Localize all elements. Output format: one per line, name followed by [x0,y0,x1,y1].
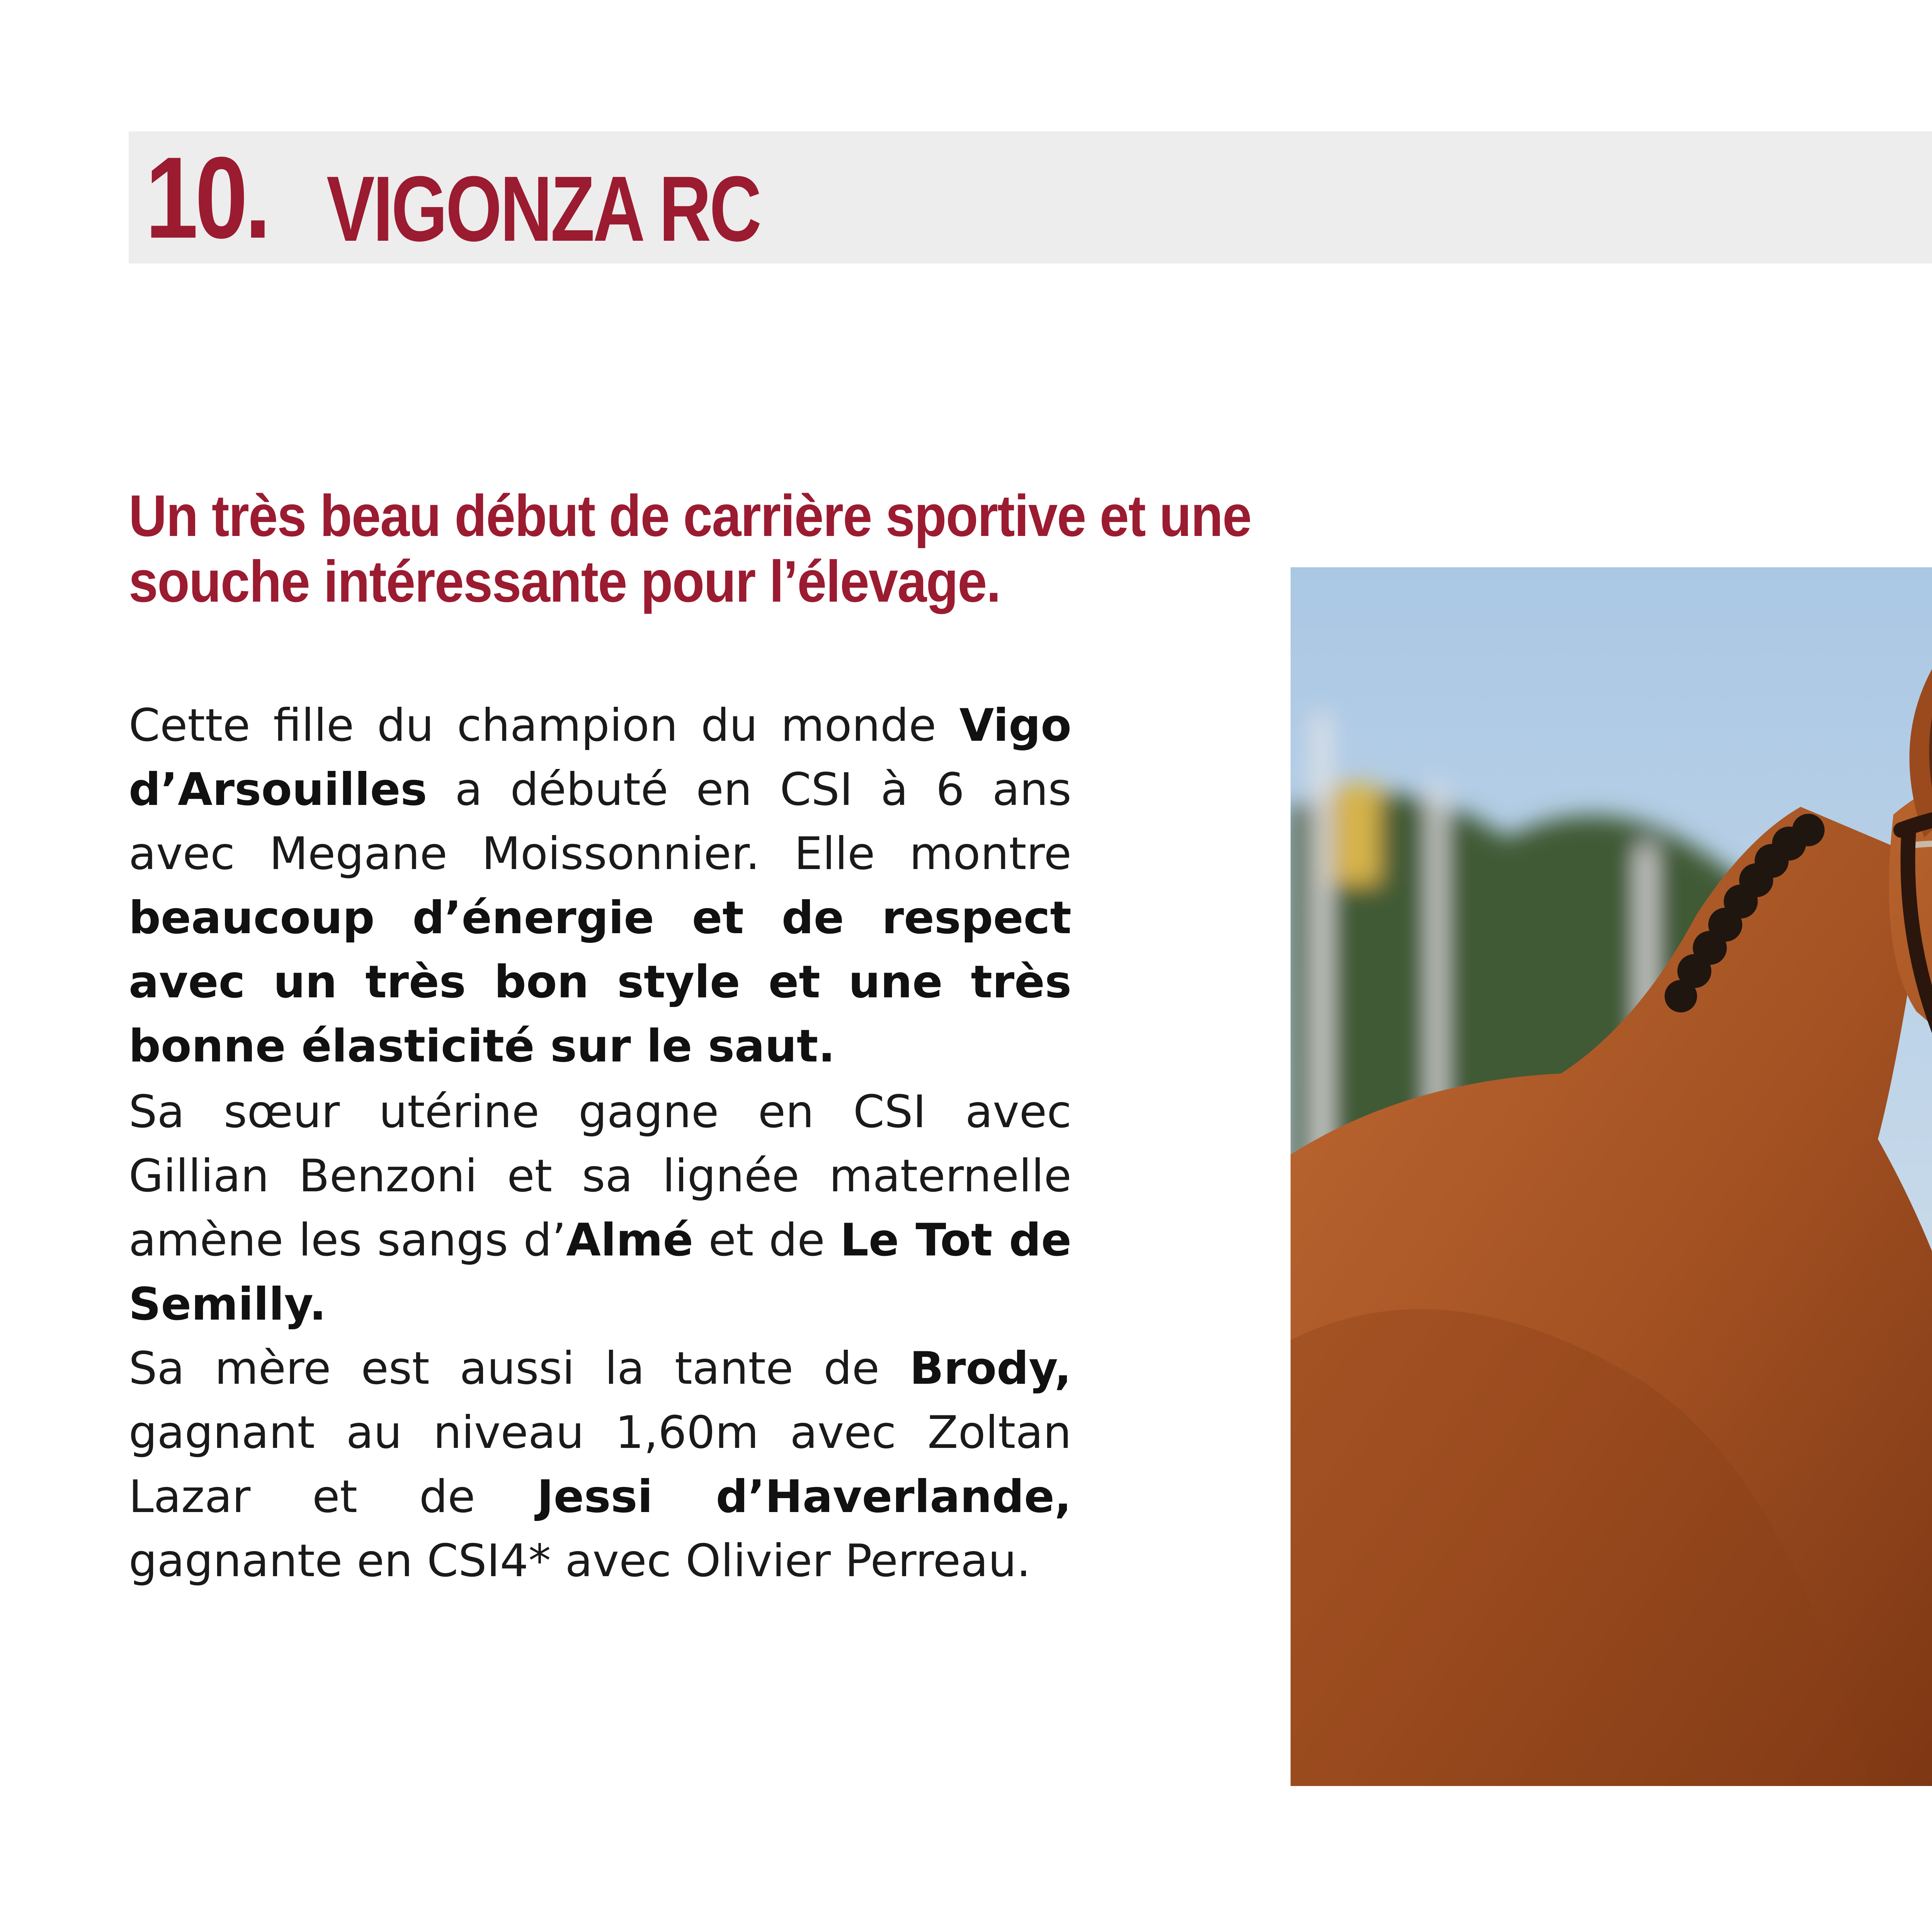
p2-text-3: Sa mère est aussi la tante de [129,1342,910,1395]
p2-text-2: et de [693,1214,840,1266]
p2-bold-le-tot: Le Tot de Semilly. [129,1214,1071,1330]
p2-bold-jessi: Jessi d’Haverlande, [537,1471,1071,1523]
p1-text-1: Cette fille du champion du monde [129,699,959,752]
p2-bold-brody: Brody, [909,1342,1071,1395]
p1-bold-qualities: beaucoup d’énergie et de respect avec un très bon style et une très bonne élasticité sur le saut. [129,892,1071,1072]
p1-bold-sire: Vigo d’Arsouilles [129,699,1071,816]
paragraph-pedigree-career [129,694,1071,1078]
horse-name-title: VIGONZA RC [327,157,760,260]
horse-photo [1291,567,1932,1786]
paragraph-maternal-line [129,1080,1071,1593]
p2-text-5: gagnante en CSI4* avec Olivier Perreau. [129,1535,1031,1587]
subtitle [129,483,1251,614]
p2-bold-alme: Almé [566,1214,694,1266]
p2-text-4: gagnant au niveau 1,60m avec Zoltan Lazar et de [129,1407,1071,1523]
subtitle-line-1: Un très beau début de carrière sportive et une [129,483,1251,549]
entry-number: 10. [145,133,268,262]
subtitle-line-2: souche intéressante pour l’élevage. [129,549,1000,614]
p2-text-1: Sa sœur utérine gagne en CSI avec Gillian Benzoni et sa lignée maternelle amène les sangs d’ [129,1086,1071,1266]
p1-text-2: a débuté en CSI à 6 ans avec Megane Moissonnier. Elle montre [129,764,1071,880]
